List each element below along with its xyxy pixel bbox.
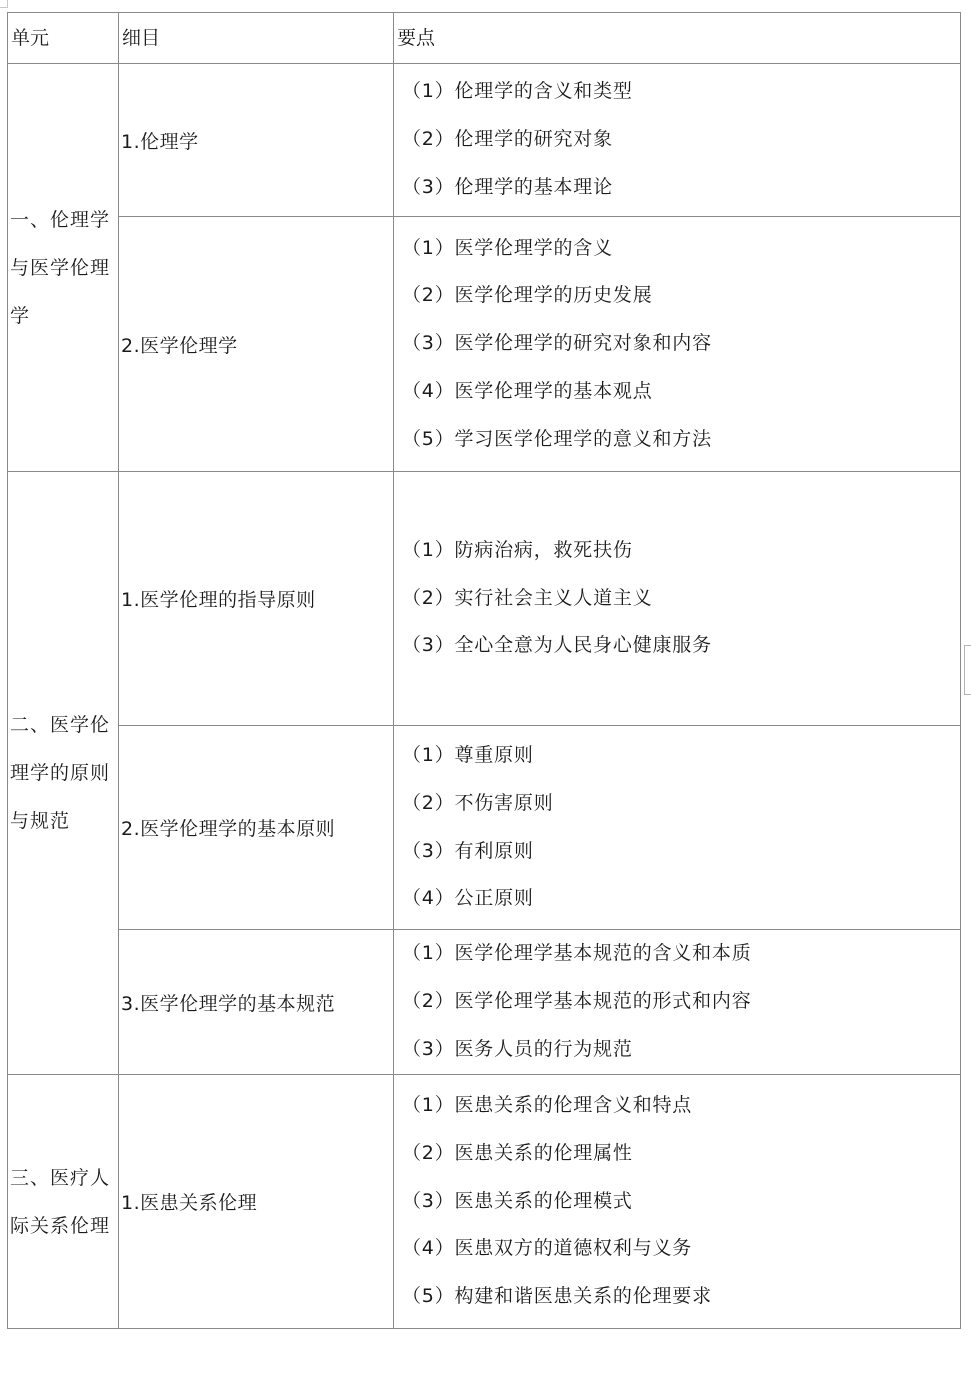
points-cell bbox=[394, 930, 961, 1075]
table-row bbox=[8, 217, 961, 472]
page-corner-mark bbox=[0, 0, 8, 8]
point-item: （3）医学伦理学的研究对象和内容 bbox=[402, 332, 712, 355]
point-item: （1）尊重原则 bbox=[402, 744, 534, 767]
table-row bbox=[8, 930, 961, 1075]
point-item: （3）医患关系的伦理模式 bbox=[402, 1189, 633, 1212]
point-item: （1）医学伦理学的含义 bbox=[402, 236, 613, 259]
table-row bbox=[8, 64, 961, 217]
point-item: （4）公正原则 bbox=[402, 887, 534, 910]
table-row bbox=[8, 726, 961, 930]
table-header-row bbox=[8, 13, 961, 64]
item-cell: 2.医学伦理学的基本原则 bbox=[119, 726, 394, 930]
points-cell bbox=[394, 1075, 961, 1329]
point-item: （3）有利原则 bbox=[402, 839, 534, 862]
point-item: （1）伦理学的含义和类型 bbox=[402, 80, 633, 103]
point-item: （2）医学伦理学基本规范的形式和内容 bbox=[402, 990, 752, 1013]
point-item: （5）学习医学伦理学的意义和方法 bbox=[402, 427, 712, 450]
point-item: （4）医学伦理学的基本观点 bbox=[402, 379, 653, 402]
point-item: （2）伦理学的研究对象 bbox=[402, 128, 613, 151]
syllabus-table bbox=[7, 12, 961, 1329]
point-item: （2）不伤害原则 bbox=[402, 791, 554, 814]
item-cell: 3.医学伦理学的基本规范 bbox=[119, 930, 394, 1075]
point-item: （2）实行社会主义人道主义 bbox=[402, 586, 653, 609]
point-item: （1）医患关系的伦理含义和特点 bbox=[402, 1094, 693, 1117]
point-item: （3）伦理学的基本理论 bbox=[402, 175, 613, 198]
header-item: 细目 bbox=[119, 13, 394, 64]
point-item: （2）医学伦理学的历史发展 bbox=[402, 284, 653, 307]
unit-cell-3: 三、医疗人际关系伦理 bbox=[8, 1075, 119, 1329]
points-cell bbox=[394, 64, 961, 217]
header-points: 要点 bbox=[394, 13, 961, 64]
scroll-edge-marker bbox=[964, 645, 971, 695]
table-row bbox=[8, 1075, 961, 1329]
item-cell: 1.医学伦理的指导原则 bbox=[119, 472, 394, 726]
point-item: （3）全心全意为人民身心健康服务 bbox=[402, 634, 712, 657]
point-item: （3）医务人员的行为规范 bbox=[402, 1037, 633, 1060]
points-cell bbox=[394, 726, 961, 930]
item-cell: 2.医学伦理学 bbox=[119, 217, 394, 472]
points-cell bbox=[394, 217, 961, 472]
point-item: （4）医患双方的道德权利与义务 bbox=[402, 1237, 693, 1260]
item-cell: 1.医患关系伦理 bbox=[119, 1075, 394, 1329]
item-cell: 1.伦理学 bbox=[119, 64, 394, 217]
table-row bbox=[8, 472, 961, 726]
point-item: （2）医患关系的伦理属性 bbox=[402, 1141, 633, 1164]
header-unit: 单元 bbox=[8, 13, 119, 64]
point-item: （1）医学伦理学基本规范的含义和本质 bbox=[402, 942, 752, 965]
unit-cell-2: 二、医学伦理学的原则与规范 bbox=[8, 472, 119, 1075]
unit-cell-1: 一、伦理学与医学伦理学 bbox=[8, 64, 119, 472]
point-item: （1）防病治病，救死扶伤 bbox=[402, 538, 633, 561]
point-item: （5）构建和谐医患关系的伦理要求 bbox=[402, 1285, 712, 1308]
points-cell bbox=[394, 472, 961, 726]
